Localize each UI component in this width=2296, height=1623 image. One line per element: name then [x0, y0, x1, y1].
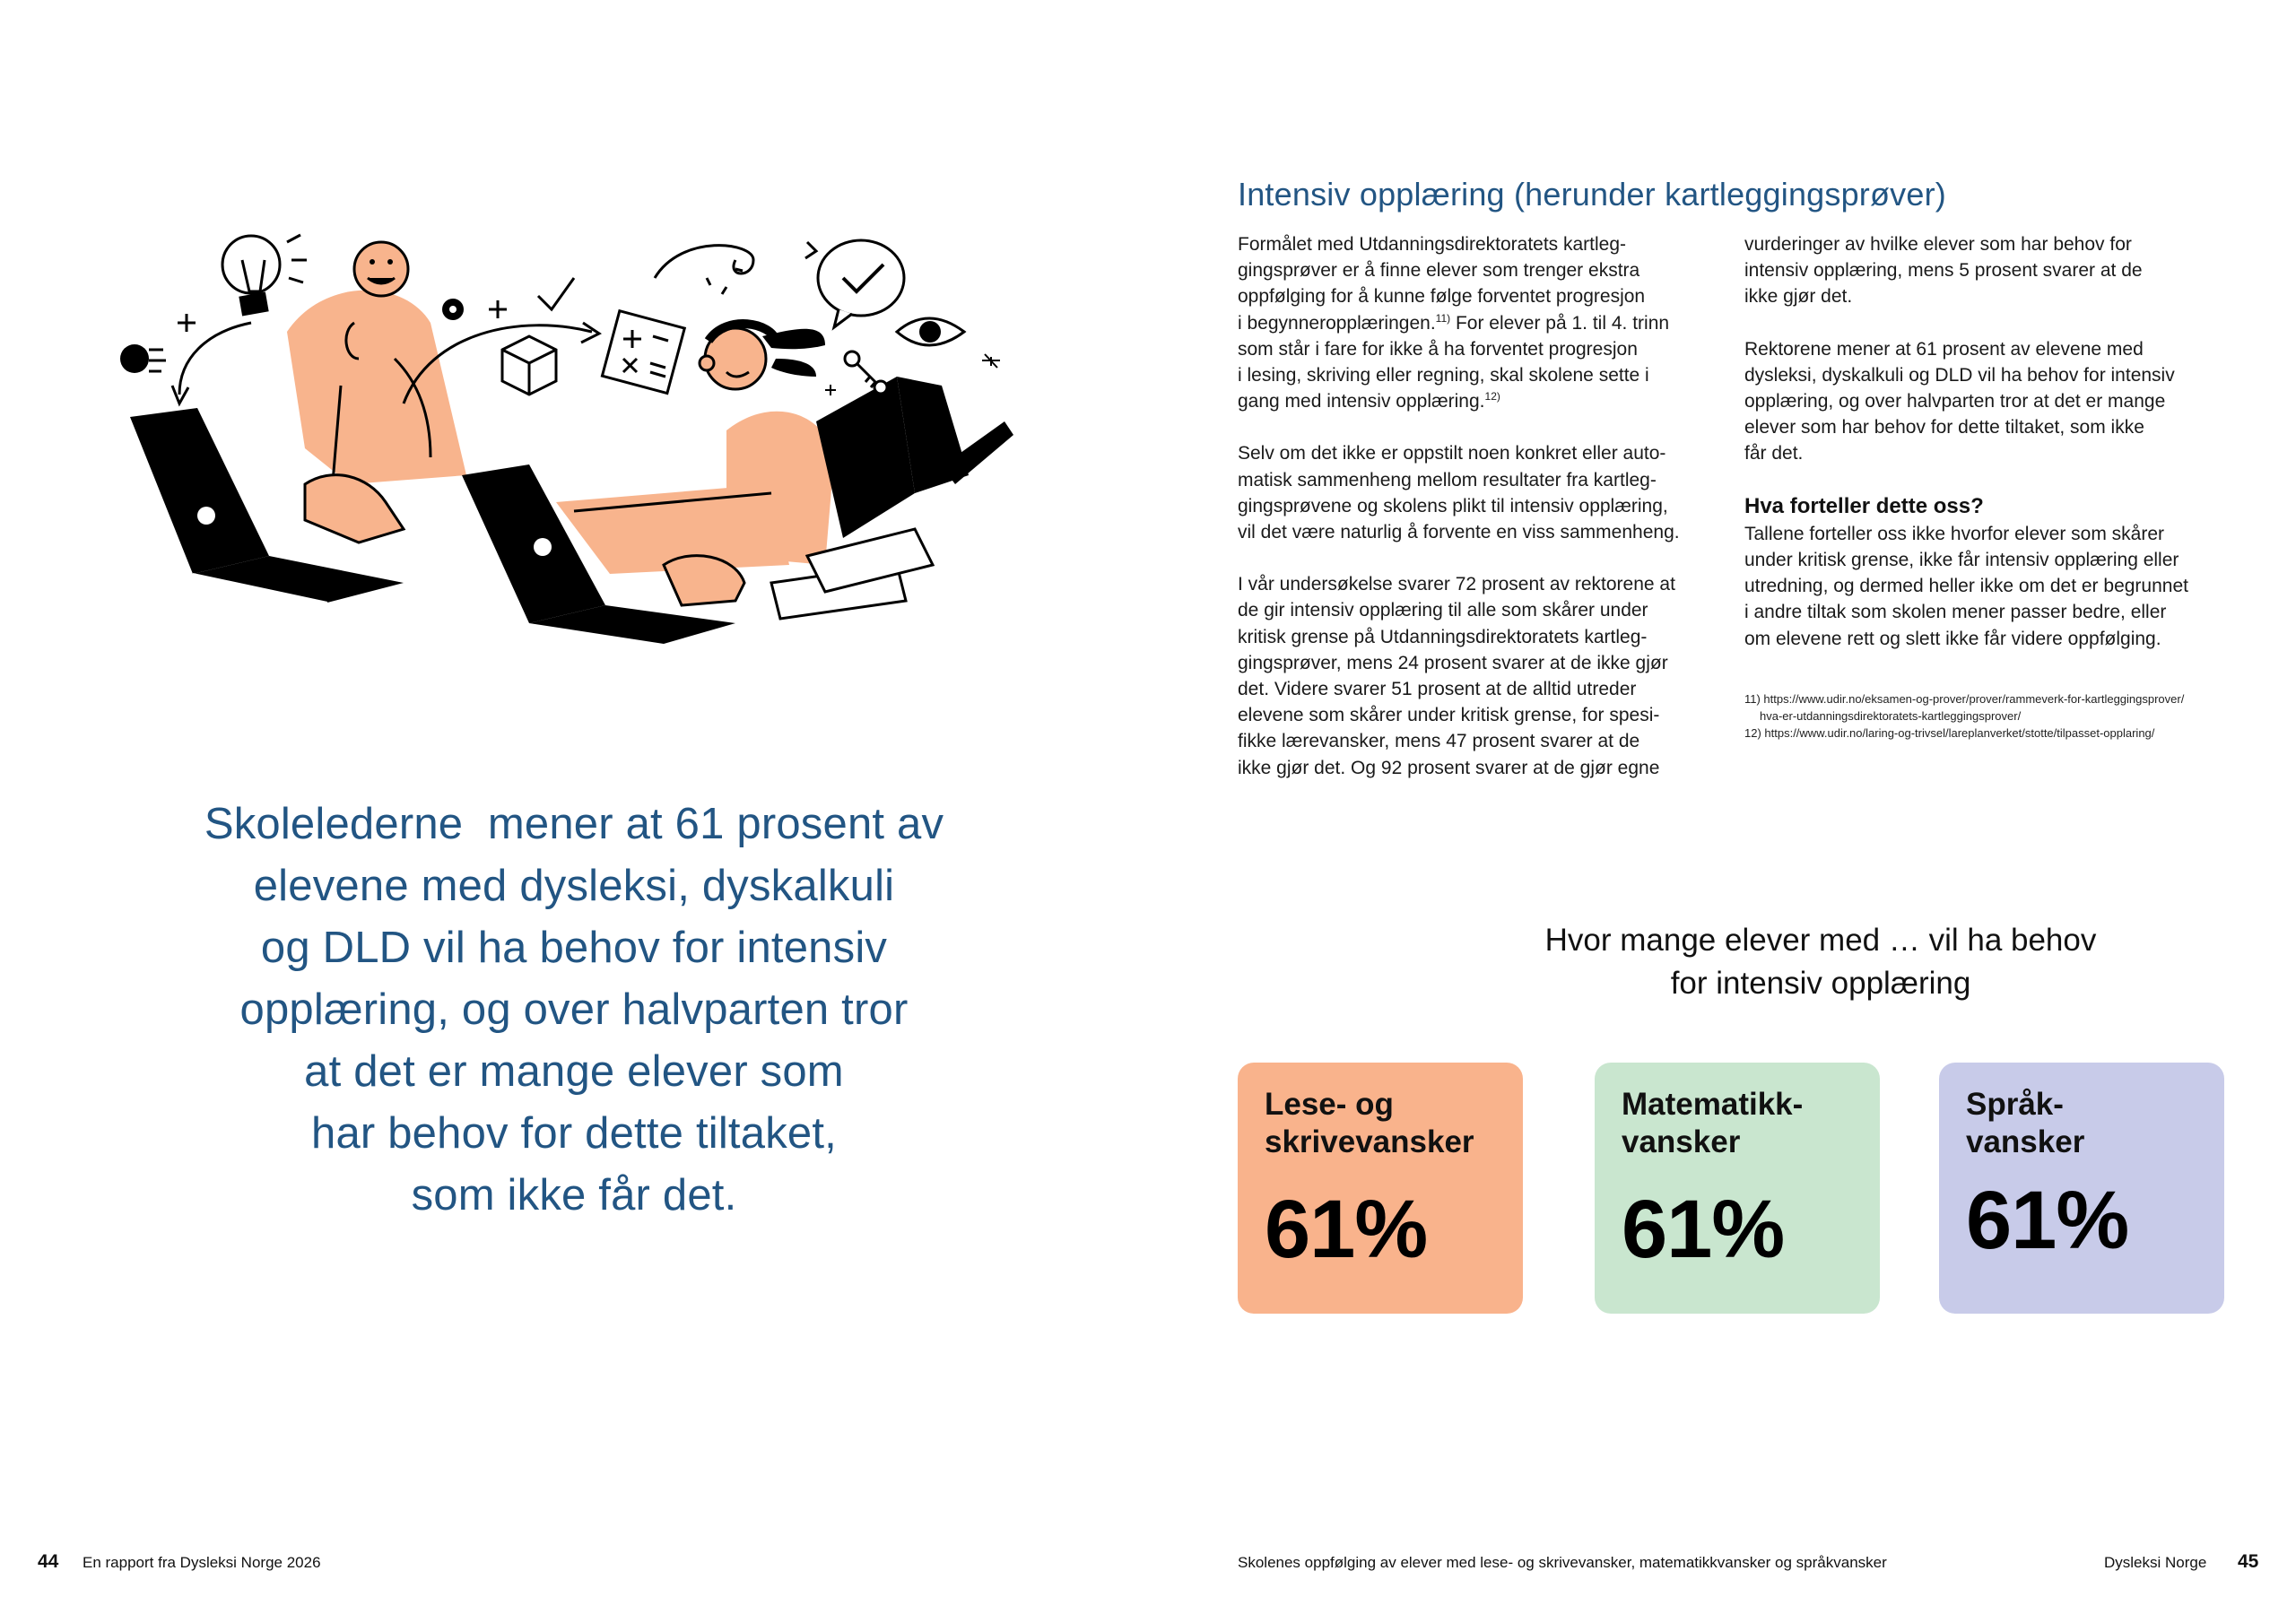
stat-card-reading-writing [1238, 1063, 1523, 1314]
stat-card-title-line: Lese- og [1265, 1087, 1394, 1122]
paragraph [1238, 231, 1722, 414]
text-line: oppfølging for å kunne følge forventet progresjon [1238, 286, 1646, 308]
text-line: vurderinger av hvilke elever som har behov for [1744, 234, 2132, 255]
text-line [1238, 388, 1722, 414]
paragraph [1238, 571, 1722, 781]
pull-quote-line: elevene med dysleksi, dyskalkuli [253, 862, 895, 910]
text-line: Tallene forteller oss ikke hvorfor elever som skårer [1744, 523, 2165, 544]
footnotes [1744, 690, 2283, 742]
text-line: ikke gjør det. [1744, 286, 1853, 308]
stats-title-line: for intensiv opplæring [1670, 966, 1971, 1001]
text-line: under kritisk grense, ikke får intensiv opplæring eller [1744, 550, 2179, 571]
gear-icon [442, 299, 464, 320]
stat-card-title-line: Språk- [1966, 1087, 2064, 1122]
stat-card-value: 61% [1265, 1184, 1428, 1275]
text-line: gingsprøver, mens 24 prosent svarer at de ikke gjør [1238, 652, 1668, 673]
text-line: gingsprøver er å finne elever som trenger ekstra [1238, 260, 1640, 282]
text-line: opplæring, og over halvparten tror at det er mange [1744, 391, 2166, 412]
left-person-body [287, 291, 466, 484]
text-line: gingsprøvene og skolens plikt til intensiv opplæring, [1238, 495, 1668, 516]
checkmark-icon [538, 278, 574, 309]
pull-quote-line: at det er mange elever som [304, 1047, 844, 1096]
pull-quote-line: Skolelederne mener at 61 prosent av [204, 800, 944, 848]
stat-card-value: 61% [1966, 1175, 2129, 1266]
text-line: ikke gjør det. Og 92 prosent svarer at de gjør egne [1238, 757, 1660, 778]
stat-card-title-line: vansker [1966, 1124, 2085, 1159]
text-line: dysleksi, dyskalkuli og DLD vil ha behov for intensiv [1744, 364, 2175, 386]
stat-card-title [1966, 1086, 2197, 1161]
pull-quote-line: har behov for dette tiltaket, [311, 1109, 837, 1158]
text-line [1238, 310, 1722, 336]
text-line: i lesing, skriving eller regning, skal skolene sette i [1238, 365, 1649, 386]
text-line: utredning, og dermed heller ikke om det er begrunnet [1744, 576, 2188, 597]
text-line: Rektorene mener at 61 prosent av elevene med [1744, 338, 2144, 360]
text-line: som står i fare for ikke å ha forventet progresjon [1238, 338, 1638, 360]
text-line: elever som har behov for dette tiltaket, som ikke [1744, 417, 2144, 438]
speech-bubble-check-icon [818, 240, 904, 327]
lightbulb-icon [222, 236, 280, 316]
text-line: Formålet med Utdanningsdirektoratets kartleg- [1238, 234, 1627, 255]
text-line: vil det være naturlig å forvente en viss sammenheng. [1238, 522, 1680, 543]
paragraph [1744, 521, 2247, 652]
text-line: får det. [1744, 443, 1804, 464]
text-column-2 [1744, 231, 2247, 678]
eye-icon [897, 318, 964, 345]
text-line: Selv om det ikke er oppstilt noen konkret eller auto- [1238, 443, 1666, 464]
stat-card-math [1595, 1063, 1880, 1314]
cube-icon [502, 336, 556, 395]
footnote-11-link-cont[interactable]: hva-er-utdanningsdirektoratets-kartleggingsprover/ [1760, 709, 2022, 723]
footnote-ref-11[interactable]: 11) [1435, 311, 1451, 325]
paragraph [1744, 231, 2247, 310]
section-title: Intensiv opplæring (herunder kartleggingsprøver) [1238, 176, 1946, 213]
text-line: intensiv opplæring, mens 5 prosent svarer at de [1744, 260, 2143, 282]
text-line: fikke lærevansker, mens 47 prosent svarer at de [1238, 731, 1640, 752]
text-line: om elevene rett og slett ikke får videre oppfølging. [1744, 628, 2161, 649]
text-line: de gir intensiv opplæring til alle som skårer under [1238, 600, 1648, 621]
text-line: kritisk grense på Utdanningsdirektoratets kartleg- [1238, 626, 1648, 647]
stat-card-title-line: skrivevansker [1265, 1124, 1474, 1159]
pull-quote-line: opplæring, og over halvparten tror [239, 985, 909, 1034]
stat-card-title [1622, 1086, 1853, 1161]
text-fragment: For elever på 1. til 4. trinn [1450, 312, 1670, 334]
page-number-right: 45 [2238, 1551, 2259, 1572]
stat-card-title-line: Matematikk- [1622, 1087, 1804, 1122]
pull-quote-line: og DLD vil ha behov for intensiv [260, 924, 888, 972]
page-number-left: 44 [38, 1551, 59, 1572]
pull-quote [135, 794, 1013, 1227]
stat-card-title-line: vansker [1622, 1124, 1741, 1159]
footer-chapter-title: Skolenes oppfølging av elever med lese- og skrivevansker, matematikkvansker og språkvansker [1238, 1554, 1887, 1571]
paragraph [1238, 440, 1722, 545]
text-column-1 [1238, 231, 1722, 807]
stat-card-language [1939, 1063, 2224, 1314]
text-line: elevene som skårer under kritisk grense, for spesi- [1238, 705, 1660, 726]
text-line: matisk sammenheng mellom resultater fra kartleg- [1238, 469, 1657, 490]
footnote-11-link[interactable]: 11) https://www.udir.no/eksamen-og-prover/prover/rammeverk-for-kartleggingsprover/ [1744, 692, 2185, 706]
paragraph [1744, 336, 2247, 467]
text-line: det. Videre svarer 51 prosent at de alltid utreder [1238, 679, 1637, 700]
calculator-icon [602, 311, 684, 394]
right-page [1148, 0, 2296, 1623]
stats-title-line: Hvor mange elever med … vil ha behov [1544, 923, 2097, 958]
footnote-ref-12[interactable]: 12) [1484, 390, 1500, 404]
text-fragment: gang med intensiv opplæring. [1238, 391, 1485, 412]
stat-card-value: 61% [1622, 1184, 1785, 1275]
text-line: i andre tiltak som skolen mener passer bedre, eller [1744, 602, 2167, 623]
pull-quote-line: som ikke får det. [411, 1171, 737, 1219]
footer-publisher: Dysleksi Norge [2104, 1554, 2207, 1571]
key-icon [845, 352, 887, 394]
left-person-head [354, 242, 408, 296]
text-line: I vår undersøkelse svarer 72 prosent av rektorene at [1238, 574, 1675, 595]
stat-card-title [1265, 1086, 1496, 1161]
students-with-laptops-illustration [108, 224, 1049, 655]
stats-title [1148, 919, 2296, 1005]
subheading: Hva forteller dette oss? [1744, 493, 1984, 518]
footer-report-title: En rapport fra Dysleksi Norge 2026 [83, 1554, 321, 1571]
text-fragment: i begynneropplæringen. [1238, 312, 1436, 334]
speed-icon [120, 344, 149, 373]
footnote-12-link[interactable]: 12) https://www.udir.no/laring-og-trivsel/lareplanverket/stotte/tilpasset-opplaring/ [1744, 726, 2155, 740]
